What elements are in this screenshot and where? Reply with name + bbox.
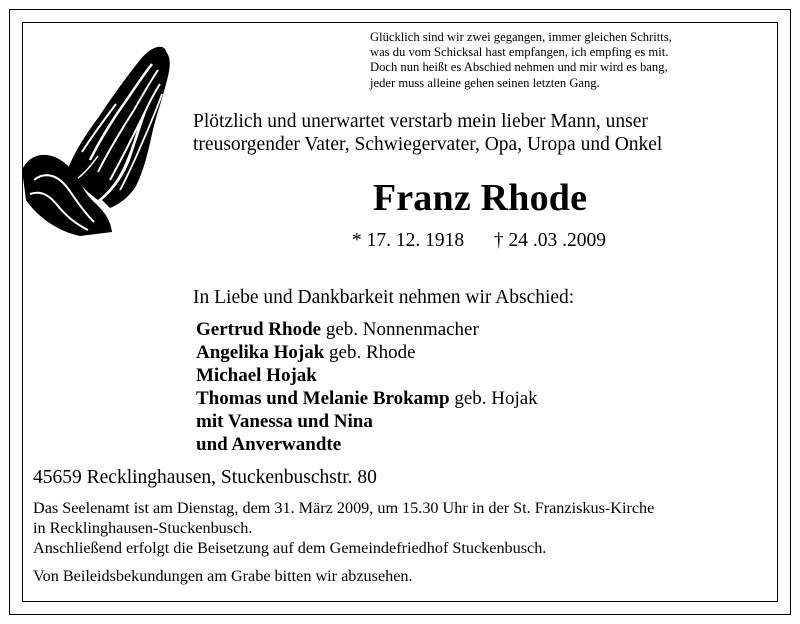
life-dates bbox=[352, 230, 606, 252]
service-line: Das Seelenamt ist am Dienstag, dem 31. März 2009, um 15.30 Uhr in der St. Franziskus-Kirche bbox=[33, 499, 655, 517]
mourner-item bbox=[196, 433, 538, 456]
intro-text bbox=[193, 110, 753, 156]
mourner-name: Michael Hojak bbox=[196, 365, 317, 386]
poem-line: was du vom Schicksal hast empfangen, ich empfing es mit. bbox=[370, 45, 669, 60]
mourner-name: Angelika Hojak bbox=[196, 342, 325, 363]
mourner-item bbox=[196, 410, 538, 433]
birth-date: * 17. 12. 1918 bbox=[352, 230, 465, 251]
poem bbox=[370, 30, 730, 91]
service-line: in Recklinghausen-Stuckenbusch. bbox=[33, 519, 253, 537]
mourner-name: und Anverwandte bbox=[196, 434, 342, 455]
deceased-name: Franz Rhode bbox=[372, 177, 588, 219]
service-line: Anschließend erfolgt die Beisetzung auf dem Gemeindefriedhof Stuckenbusch. bbox=[33, 539, 547, 557]
death-date: † 24 .03 .2009 bbox=[493, 230, 606, 251]
mourner-item bbox=[196, 341, 538, 364]
mourner-name: Thomas und Melanie Brokamp bbox=[196, 388, 450, 409]
mourner-name: mit Vanessa und Nina bbox=[196, 411, 373, 432]
mourner-item bbox=[196, 364, 538, 387]
service-info bbox=[33, 498, 773, 558]
condolence-note: Von Beileidsbekundungen am Grabe bitten wir abzusehen. bbox=[33, 567, 413, 585]
poem-line: Glücklich sind wir zwei gegangen, immer gleichen Schritts, bbox=[370, 30, 672, 44]
poem-line: jeder muss alleine gehen seinen letzten Gang. bbox=[370, 75, 600, 90]
mourner-note: geb. Nonnenmacher bbox=[325, 319, 479, 340]
family-address: 45659 Recklinghausen, Stuckenbuschstr. 80 bbox=[33, 467, 377, 488]
mourner-item bbox=[196, 387, 538, 410]
intro-line: Plötzlich und unerwartet verstarb mein lieber Mann, unser bbox=[193, 111, 648, 132]
mourner-item bbox=[196, 318, 538, 341]
farewell-line: In Liebe und Dankbarkeit nehmen wir Abschied: bbox=[193, 287, 575, 308]
mourner-name: Gertrud Rhode bbox=[196, 319, 322, 340]
intro-line: treusorgender Vater, Schwiegervater, Opa, Uropa und Onkel bbox=[193, 134, 663, 155]
poem-line: Doch nun heißt es Abschied nehmen und mir wird es bang, bbox=[370, 60, 668, 75]
mourner-note: geb. Hojak bbox=[454, 388, 538, 409]
mourners-list bbox=[196, 318, 538, 456]
mourner-note: geb. Rhode bbox=[329, 342, 416, 363]
